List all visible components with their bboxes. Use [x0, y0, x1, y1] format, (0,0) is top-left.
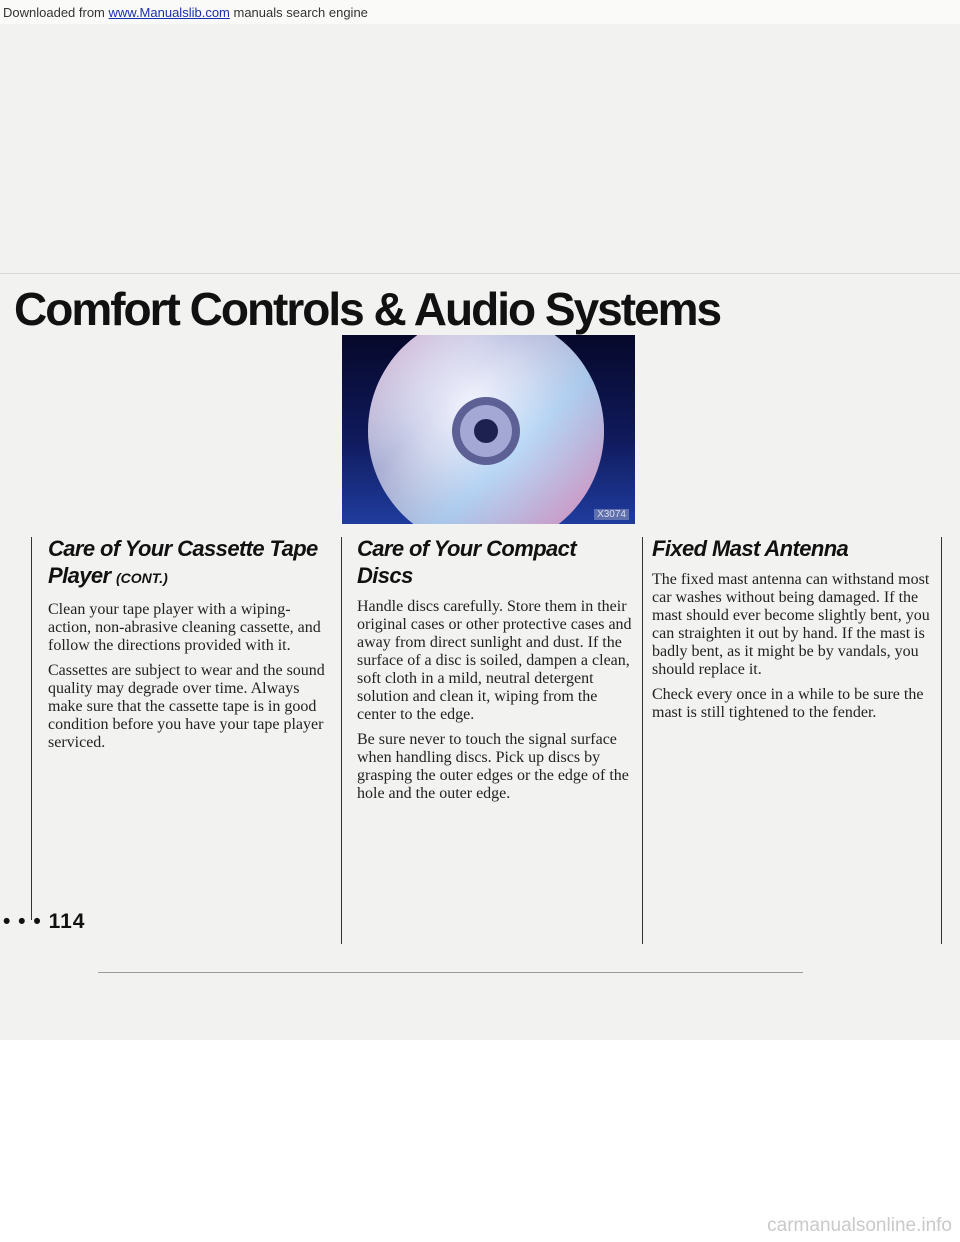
continued-label: (CONT.) [115, 570, 168, 586]
bottom-rule [98, 972, 803, 973]
page-dots: • • • [3, 910, 49, 933]
column-divider-left [31, 537, 32, 920]
disc-paragraph: Be sure never to touch the signal surface when handling discs. Pick up discs by grasping the outer edges or the edge of the hole and the outer edge. [357, 731, 629, 802]
cassette-care-heading [48, 535, 333, 592]
cassette-heading-text: Care of Your Cassette Tape Player [48, 536, 318, 588]
antenna-paragraph: The fixed mast antenna can withstand most car washes without being damaged. If the mast should ever become slightly bent, you can straighten it out by hand. If the mast is badly bent, as it might be by vandals, you should replace it. [652, 571, 930, 678]
cassette-care-section [48, 535, 333, 759]
banner-suffix: manuals search engine [229, 5, 368, 20]
compact-disc-care-heading: Care of Your Compact Discs [357, 536, 577, 588]
cassette-paragraph: Cassettes are subject to wear and the sound quality may degrade over time. Always make sure that the cassette tape is in good condition before you have your tape player serviced. [48, 662, 325, 751]
compact-disc-photo [342, 335, 635, 524]
watermark: carmanualsonline.info [767, 1215, 952, 1236]
photo-code: X3074 [594, 509, 629, 520]
fixed-mast-antenna-section [652, 535, 936, 729]
manualslib-link[interactable]: www.Manualslib.com [108, 5, 230, 20]
disc-paragraph: Handle discs carefully. Store them in their original cases or other protective cases and away from direct sunlight and dust. If the surface of a disc is soiled, dampen a clean, soft cloth in a mild, neutral detergent solution and clean it, wiping from the center to the edge. [357, 598, 632, 723]
antenna-paragraph: Check every once in a while to be sure the mast is still tightened to the fender. [652, 686, 924, 721]
bottom-margin [0, 1040, 960, 1242]
download-banner [0, 0, 960, 24]
fixed-mast-antenna-heading: Fixed Mast Antenna [652, 536, 849, 561]
page-title: Comfort Controls & Audio Systems [14, 283, 721, 335]
top-rule [0, 273, 960, 274]
cassette-paragraph: Clean your tape player with a wiping-action, non-abrasive cleaning cassette, and follow the directions provided with it. [48, 601, 321, 654]
compact-disc-icon [342, 335, 635, 524]
column-divider-right [642, 537, 643, 944]
page-number [3, 910, 85, 934]
column-divider-middle [341, 537, 342, 944]
page-number-value: 114 [48, 910, 86, 933]
compact-disc-care-section [357, 535, 635, 810]
column-divider-far-right [941, 537, 942, 944]
banner-prefix: Downloaded from [3, 5, 109, 20]
